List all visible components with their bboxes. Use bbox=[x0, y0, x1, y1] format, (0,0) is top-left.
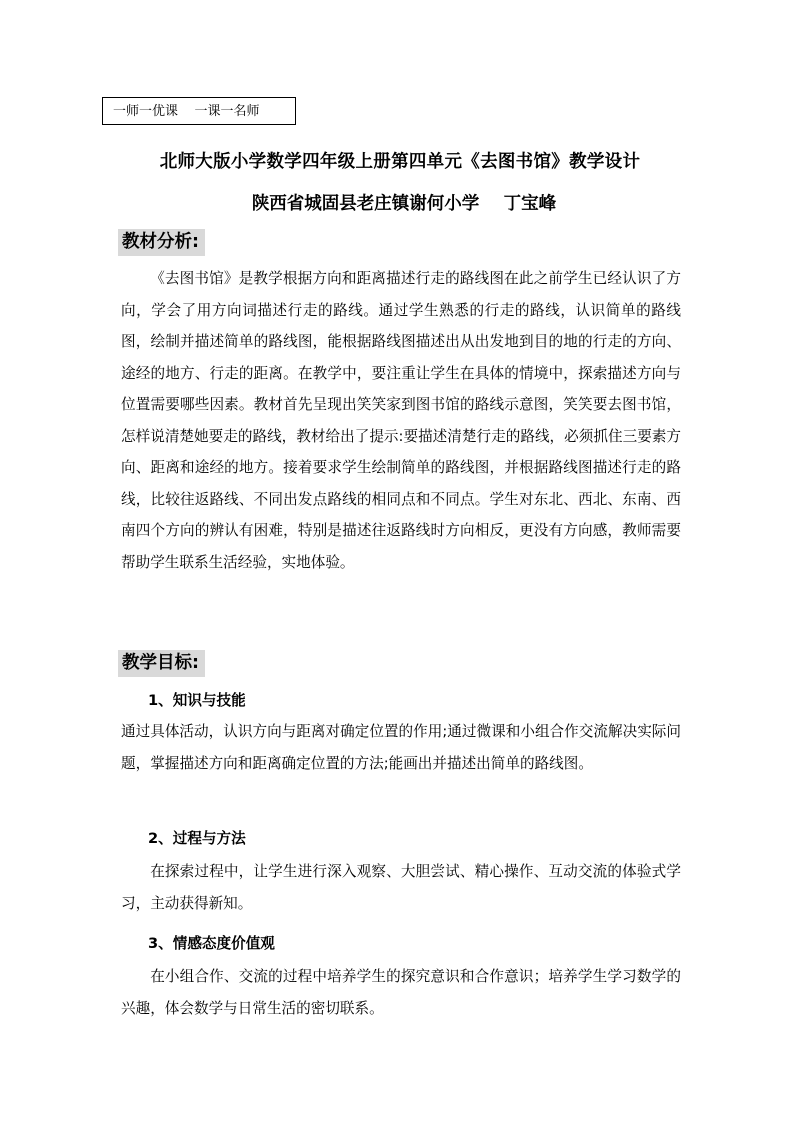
goal-1-title: 1、知识与技能 bbox=[148, 692, 246, 709]
document-title: 北师大版小学数学四年级上册第四单元《去图书馆》教学设计 bbox=[159, 152, 641, 172]
section-heading-goals: 教学目标: bbox=[118, 650, 205, 677]
document-author: 陕西省城固县老庄镇谢何小学 丁宝峰 bbox=[251, 194, 557, 214]
section-heading-analysis: 教材分析: bbox=[118, 229, 205, 256]
analysis-paragraph: 《去图书馆》是教学根据方向和距离描述行走的路线图在此之前学生已经认识了方向，学会了用方向词描述行走的路线。通过学生熟悉的行走的路线，认识简单的路线图，绘制并描述简单的路线图，能根据路线图描述出从出发地到目的地的行走的方向、途经的地方、行走的距离。在教学中，要注重让学生在具体的情境中，探索描述方向与位置需要哪些因素。教材首先呈现出笑笑家到图书馆的路线示意图，笑笑要去图书馆，怎样说清楚她要走的路线，教材给出了提示:要描述清楚行走的路线，必须抓住三要素方向、距离和途经的地方。接着要求学生绘制简单的路线图，并根据路线图描述行走的路线，比较往返路线、不同出发点路线的相同点和不同点。学生对东北、西北、东南、西南四个方向的辨认有困难，特别是描述往返路线时方向相反，更没有方向感，教师需要帮助学生联系生活经验，实地体验。 bbox=[121, 270, 681, 571]
goal-3-title: 3、情感态度价值观 bbox=[148, 935, 275, 952]
header-label-box: 一师一优课 一课一名师 bbox=[102, 97, 296, 125]
goal-2-text: 在探索过程中，让学生进行深入观察、大胆尝试、精心操作、互动交流的体验式学习，主动获得新知。 bbox=[121, 863, 681, 912]
goal-1-text: 通过具体活动，认识方向与距离对确定位置的作用;通过微课和小组合作交流解决实际问题，掌握描述方向和距离确定位置的方法;能画出并描述出简单的路线图。 bbox=[121, 723, 681, 772]
goal-2-title: 2、过程与方法 bbox=[148, 830, 246, 847]
goal-3-text: 在小组合作、交流的过程中培养学生的探究意识和合作意识；培养学生学习数学的兴趣，体会数学与日常生活的密切联系。 bbox=[121, 968, 681, 1017]
